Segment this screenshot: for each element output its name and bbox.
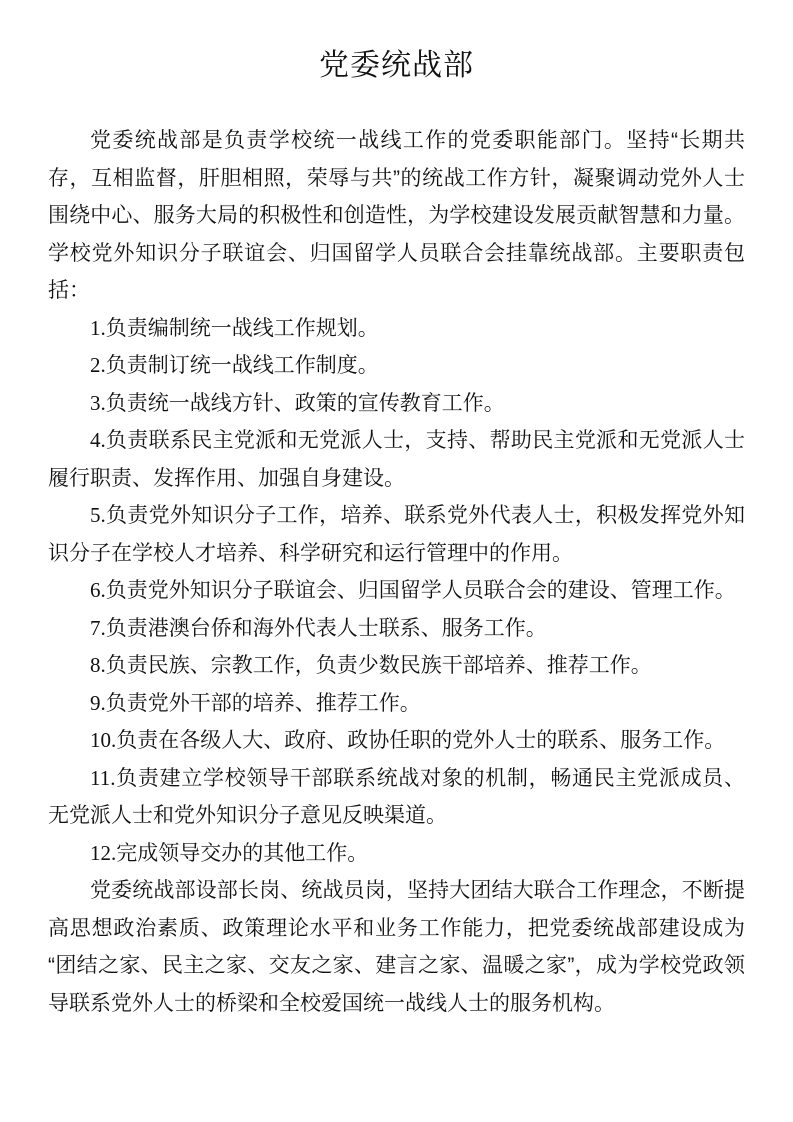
duty-number: 10.	[90, 728, 117, 752]
duty-item	[48, 760, 745, 835]
duty-number: 6.	[90, 578, 106, 602]
duty-text: 负责党外干部的培养、推荐工作。	[105, 691, 421, 715]
duty-text: 完成领导交办的其他工作。	[116, 841, 369, 865]
duty-text: 负责港澳台侨和海外代表人士联系、服务工作。	[105, 616, 547, 640]
duties-list	[48, 310, 745, 873]
duty-item	[48, 685, 745, 723]
duty-item	[48, 385, 745, 423]
duty-item	[48, 647, 745, 685]
duty-number: 7.	[90, 615, 106, 640]
duty-text: 负责党外知识分子工作，培养、联系党外代表人士，积极发挥党外知识分子在学校人才培养、科学研究和运行管理中的作用。	[48, 504, 745, 565]
duty-number: 11.	[90, 765, 116, 790]
duty-number: 9.	[90, 690, 106, 715]
duty-number: 12.	[90, 840, 117, 865]
duty-number: 3.	[90, 390, 106, 415]
duty-item	[48, 422, 745, 497]
duty-item	[48, 310, 745, 348]
duty-item	[48, 497, 745, 572]
duty-number: 1.	[90, 315, 106, 340]
duty-item	[48, 347, 745, 385]
duty-text: 负责在各级人大、政府、政协任职的党外人士的联系、服务工作。	[116, 729, 726, 752]
intro-paragraph: 党委统战部是负责学校统一战线工作的党委职能部门。坚持“长期共存，互相监督，肝胆相照，荣辱与共”的统战工作方针，凝聚调动党外人士围绕中心、服务大局的积极性和创造性，为学校建设发展贡献智慧和力量。学校党外知识分子联谊会、归国留学人员联合会挂靠统战部。主要职责包括：	[48, 129, 745, 302]
duty-text: 负责民族、宗教工作，负责少数民族干部培养、推荐工作。	[105, 654, 652, 677]
duty-text: 负责建立学校领导干部联系统战对象的机制，畅通民主党派成员、无党派人士和党外知识分子意见反映渠道。	[48, 766, 745, 827]
duty-text: 负责联系民主党派和无党派人士，支持、帮助民主党派和无党派人士履行职责、发挥作用、加强自身建设。	[48, 429, 745, 490]
duty-item	[48, 835, 745, 873]
duty-item	[48, 610, 745, 648]
duty-number: 4.	[90, 428, 106, 452]
duty-text: 负责制订统一战线工作制度。	[105, 354, 379, 377]
duty-item	[48, 722, 745, 760]
duty-number: 2.	[90, 353, 106, 377]
duty-number: 8.	[90, 653, 106, 677]
duty-text: 负责党外知识分子联谊会、归国留学人员联合会的建设、管理工作。	[105, 579, 736, 602]
duty-text: 负责编制统一战线工作规划。	[105, 316, 379, 340]
duty-number: 5.	[90, 503, 106, 527]
document-title: 党委统战部	[319, 49, 474, 82]
duty-text: 负责统一战线方针、政策的宣传教育工作。	[105, 391, 505, 415]
duty-item	[48, 572, 745, 610]
closing-paragraph: 党委统战部设部长岗、统战员岗，坚持大团结大联合工作理念，不断提高思想政治素质、政策理论水平和业务工作能力，把党委统战部建设成为“团结之家、民主之家、交友之家、建言之家、温暖之家”，成为学校党政领导联系党外人士的桥梁和全校爱国统一战线人士的服务机构。	[48, 879, 745, 1015]
